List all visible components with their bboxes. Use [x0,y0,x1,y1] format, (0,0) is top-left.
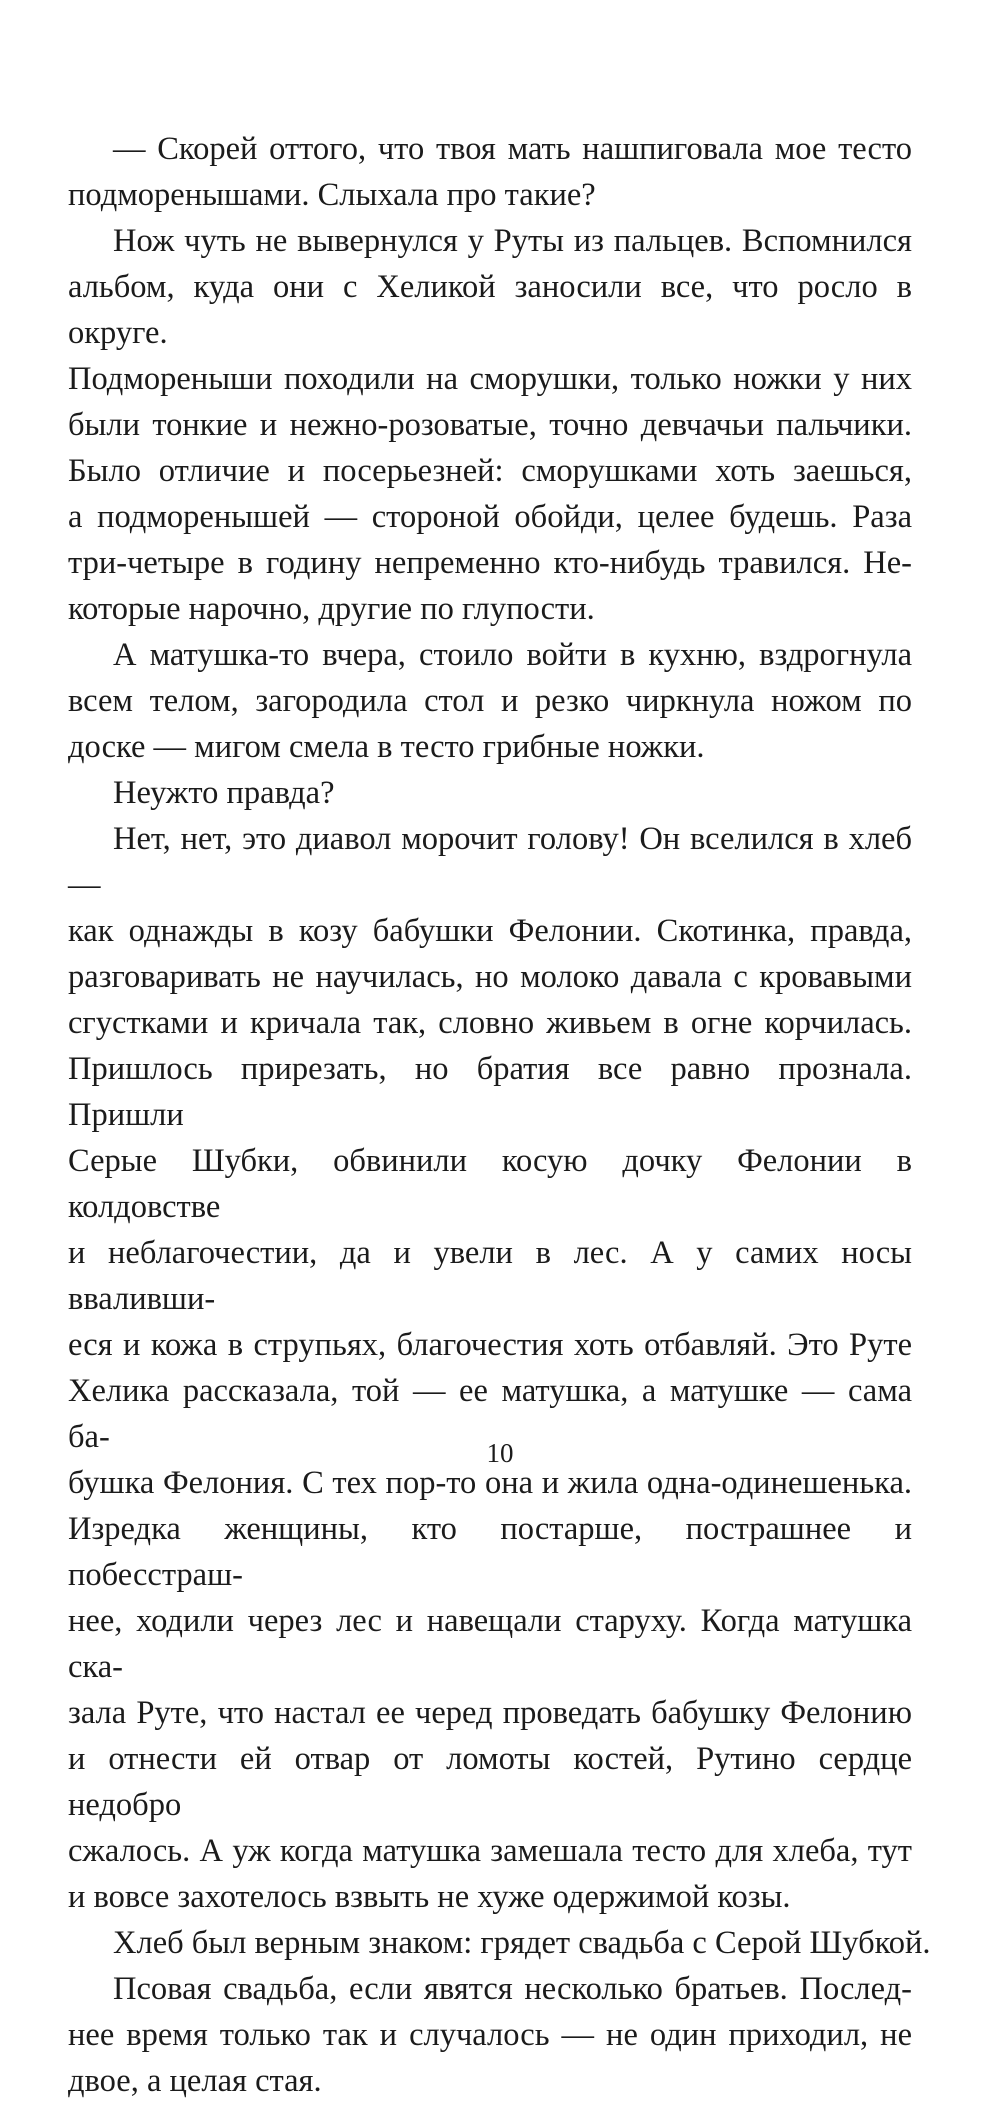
text-line: сгустками и кричала так, словно живьем в огне корчилась. [68,1005,912,1041]
text-line: и отнести ей отвар от ломоты костей, Рутино сердце недобро [68,1741,912,1823]
text-line: Было отличие и посерьезней: сморушками хоть заешься, [68,453,912,489]
text-line: альбом, куда они с Хеликой заносили все, что росло в округе. [68,269,912,351]
text-line: бушка Фелония. С тех пор-то она и жила одна-одинешенька. [68,1465,912,1501]
text-line: и неблагочестии, да и увели в лес. А у самих носы вваливши- [68,1235,912,1317]
text-line: как однажды в козу бабушки Фелонии. Скотинка, правда, [68,913,912,949]
text-line: всем телом, загородила стол и резко чиркнула ножом по [68,683,912,719]
text-line: Хелика рассказала, той — ее матушка, а матушке — сама ба- [68,1373,912,1455]
text-line: Неужто правда? [113,775,335,811]
paragraph [68,126,912,218]
text-line: двое, а целая стая. [68,2063,322,2099]
paragraph [68,1920,931,1966]
text-line: три-четыре в годину непременно кто-нибудь травился. Не- [68,545,912,581]
text-line: еся и кожа в струпьях, благочестия хоть отбавляй. Это Руте [68,1327,912,1363]
text-line: Изредка женщины, кто постарше, пострашнее и побесстраш- [68,1511,912,1593]
paragraph [68,816,912,1920]
text-line: нее время только так и случалось — не один приходил, не [68,2017,912,2053]
text-line: разговаривать не научилась, но молоко давала с кровавыми [68,959,912,995]
text-line: зала Руте, что настал ее черед проведать бабушку Фелонию [68,1695,912,1731]
text-line: Пришлось прирезать, но братия все равно прознала. Пришли [68,1051,912,1133]
text-line: — Скорей оттого, что твоя мать нашпиговала мое тесто [113,131,912,167]
paragraph [68,632,912,770]
text-line: были тонкие и нежно-розоватые, точно девчачьи пальчики. [68,407,912,443]
paragraph [68,1966,912,2104]
text-line: сжалось. А уж когда матушка замешала тесто для хлеба, тут [68,1833,912,1869]
text-line: Серые Шубки, обвинили косую дочку Фелонии в колдовстве [68,1143,912,1225]
text-line: Хлеб был верным знаком: грядет свадьба с Серой Шубкой. [113,1925,931,1961]
text-line: и вовсе захотелось взвыть не хуже одержимой козы. [68,1879,791,1915]
text-line: доске — мигом смела в тесто грибные ножки. [68,729,705,765]
text-line: А матушка-то вчера, стоило войти в кухню, вздрогнула [113,637,912,673]
text-line: Псовая свадьба, если явятся несколько братьев. Послед- [113,1971,912,2007]
text-line: которые нарочно, другие по глупости. [68,591,595,627]
paragraph [68,218,912,632]
paragraph [68,770,912,816]
text-line: подморенышами. Слыхала про такие? [68,177,596,213]
text-line: Нож чуть не вывернулся у Руты из пальцев. Вспомнился [113,223,912,259]
text-line: Нет, нет, это диавол морочит голову! Он вселился в хлеб — [68,821,912,903]
page-number: 10 [486,1438,514,1468]
text-line: Подмореныши походили на сморушки, только ножки у них [68,361,912,397]
book-page-text [68,126,931,2104]
text-line: а подморенышей — стороной обойди, целее будешь. Раза [68,499,912,535]
text-line: нее, ходили через лес и навещали старуху. Когда матушка ска- [68,1603,912,1685]
